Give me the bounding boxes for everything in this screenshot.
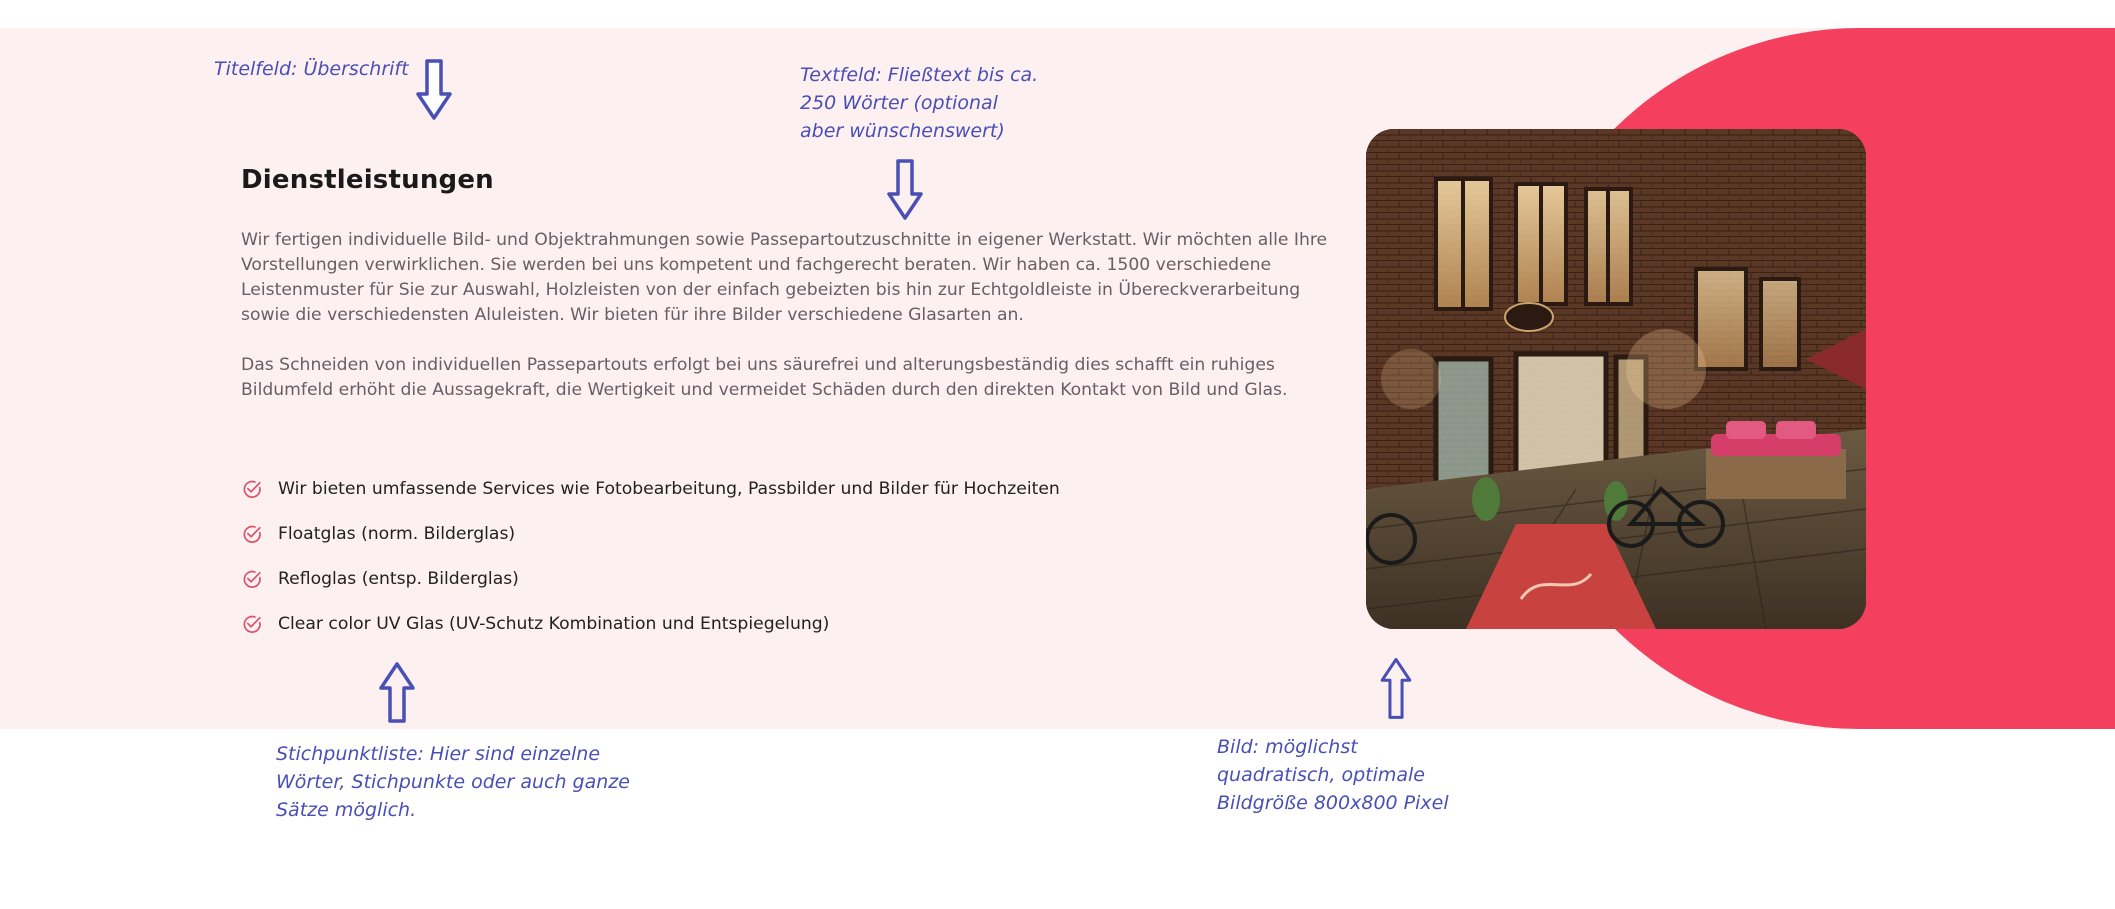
annotation-line: Stichpunktliste: Hier sind einzelne [276,743,601,765]
check-circle-icon [241,613,263,635]
annotation-line: aber wünschenswert) [800,120,1005,142]
annotation-line: Bildgröße 800x800 Pixel [1217,792,1449,814]
arrow-up-icon [1376,656,1416,720]
storefront-illustration [1366,129,1866,629]
check-circle-icon [241,478,263,500]
annotation-line: Sätze möglich. [276,799,417,821]
list-item-label: Clear color UV Glas (UV-Schutz Kombination und Entspiegelung) [278,613,830,634]
annotation-image-field [1217,733,1517,817]
annotation-line: Wörter, Stichpunkte oder auch ganze [276,771,630,793]
annotation-title-field: Titelfeld: Überschrift [214,58,409,80]
check-circle-icon [241,523,263,545]
arrow-up-icon [377,660,417,724]
list-item [241,601,1060,646]
list-item-label: Refloglas (entsp. Bilderglas) [278,568,519,589]
bullet-list [241,466,1060,646]
storefront-photo [1366,129,1866,629]
annotation-text-field [800,61,1100,145]
body-paragraph-1: Wir fertigen individuelle Bild- und Objektrahmungen sowie Passepartoutzuschnitte in eigener Werkstatt. Wir möchten alle Ihre Vorstellungen verwirklichen. Sie werden bei uns kompetent und fachgerecht beraten. Wir haben ca. 1500 verschiedene Leistenmuster für Sie zur Auswahl, Holzleisten von der einfach gebeizten bis hin zur Echtgoldleiste in Übereckverarbeitung sowie die verschiedensten Aluleisten. Wir bieten für ihre Bilder verschiedene Glasarten an. [241,230,1328,325]
list-item [241,466,1060,511]
annotation-bullet-list [276,740,676,824]
section-heading: Dienstleistungen [241,165,494,195]
annotation-line: 250 Wörter (optional [800,92,998,114]
arrow-down-icon [885,158,925,222]
body-paragraph-2: Das Schneiden von individuellen Passepartouts erfolgt bei uns säurefrei und alterungsbeständig dies schafft ein ruhiges Bildumfeld erhöht die Aussagekraft, die Wertigkeit und vermeidet Schäden durch den direkten Kontakt von Bild und Glas. [241,355,1288,400]
check-circle-icon [241,568,263,590]
annotation-line: quadratisch, optimale [1217,764,1425,786]
list-item-label: Floatglas (norm. Bilderglas) [278,523,516,544]
list-item-label: Wir bieten umfassende Services wie Fotobearbeitung, Passbilder und Bilder für Hochzeiten [278,478,1060,499]
list-item [241,556,1060,601]
list-item [241,511,1060,556]
annotation-line: Bild: möglichst [1217,736,1358,758]
arrow-down-icon [414,58,454,122]
annotation-line: Textfeld: Fließtext bis ca. [800,64,1039,86]
